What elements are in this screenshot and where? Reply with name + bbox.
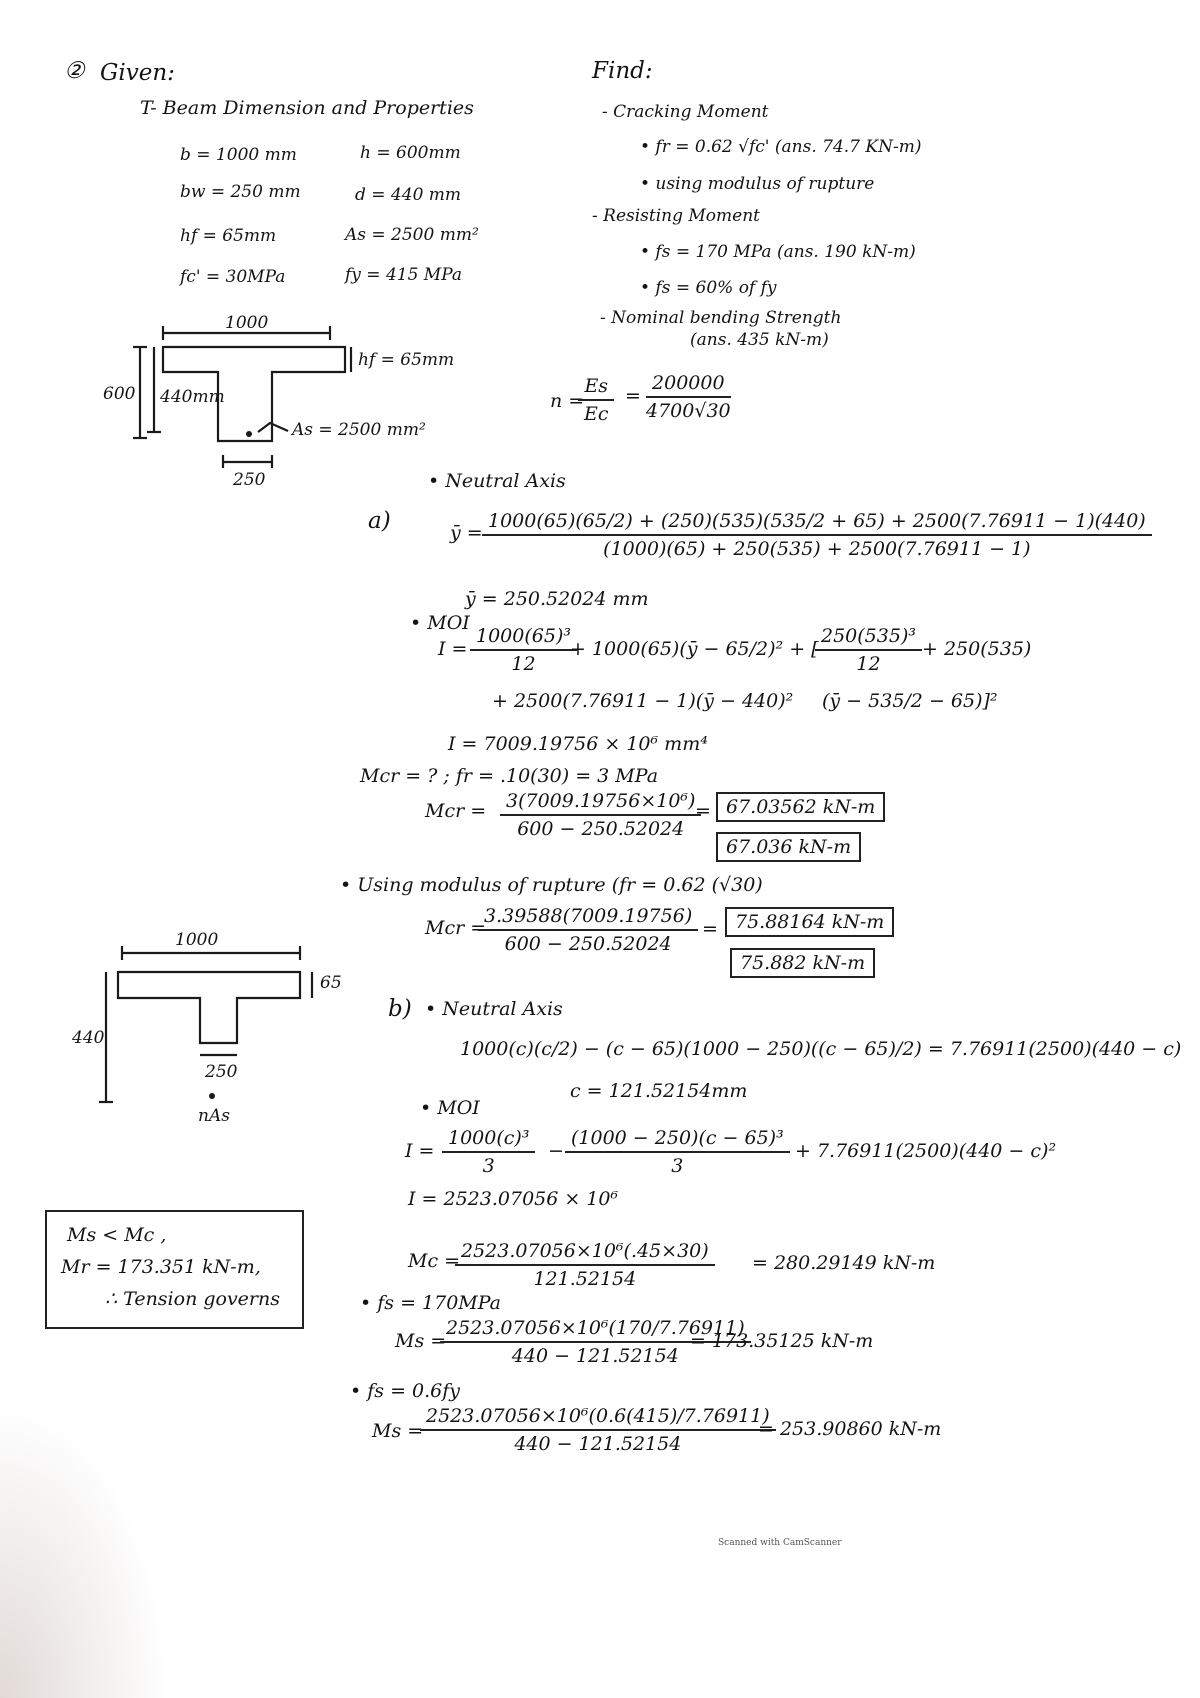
given-hf: hf = 65mm [180, 226, 277, 246]
mcr-fraction [500, 790, 701, 840]
steel-dot-2 [209, 1093, 215, 1099]
c-result: c = 121.52154mm [570, 1080, 748, 1102]
tbeam-section-2 [118, 972, 300, 1043]
I-t1-den: 3 [482, 1155, 495, 1177]
fig1-depth: 440mm [160, 387, 225, 407]
ms2-result: = 253.90860 kN-m [758, 1418, 942, 1440]
ms2-lhs: Ms = [372, 1420, 424, 1442]
conclusion-line1: Ms < Mc , [67, 1224, 167, 1246]
mc-den: 121.52154 [533, 1268, 637, 1290]
mc-num: 2523.07056×10⁶(.45×30) [455, 1240, 715, 1266]
given-fc: fc' = 30MPa [180, 267, 286, 287]
I-t3: + 7.76911(2500)(440 − c)² [795, 1140, 1057, 1162]
mcr-den: 600 − 250.52024 [517, 818, 685, 840]
fig1-web: 250 [233, 470, 266, 490]
ybar-lhs: ȳ = [450, 522, 483, 544]
problem-number: ② [64, 58, 85, 84]
given-h: h = 600mm [360, 143, 461, 163]
moi-label-a: • MOI [410, 612, 470, 634]
ms-lhs: Ms = [395, 1330, 447, 1352]
mr-den: 600 − 250.52024 [504, 933, 672, 955]
given-d: d = 440 mm [355, 185, 462, 205]
I-lhs: I = [405, 1140, 435, 1162]
ms-result: = 173.35125 kN-m [690, 1330, 874, 1352]
mr-lhs: Mcr = [425, 917, 487, 939]
fig1-flange: hf = 65mm [358, 350, 455, 370]
fig1-height: 600 [103, 384, 136, 404]
I-t2-den: 3 [671, 1155, 684, 1177]
fig2-steel: nAs [198, 1106, 230, 1126]
part-b-neutral-axis: • Neutral Axis [425, 998, 563, 1020]
mcr-num: 3(7009.19756×10⁶) [500, 790, 701, 816]
mc-result: = 280.29149 kN-m [752, 1252, 936, 1274]
rupture-line: • Using modulus of rupture (fr = 0.62 (√30) [340, 874, 763, 896]
given-fy: fy = 415 MPa [345, 265, 463, 285]
moi-l2b: (ȳ − 535/2 − 65)]² [822, 690, 998, 712]
fig2-height: 440 [72, 1028, 105, 1048]
mcr-lhs: Mcr = [425, 800, 487, 822]
fig2-web: 250 [205, 1062, 238, 1082]
I-t2-fraction [565, 1127, 790, 1177]
given-as: As = 2500 mm² [345, 225, 479, 245]
fig2-flange: 65 [320, 973, 342, 993]
ms-num: 2523.07056×10⁶(170/7.76911) [440, 1317, 751, 1343]
moi-label-b: • MOI [420, 1097, 480, 1119]
mr-box2: 75.882 kN-m [730, 948, 875, 978]
conclusion-line3: ∴ Tension governs [105, 1288, 280, 1310]
es: Es [578, 375, 614, 401]
mr-box1: 75.88164 kN-m [725, 907, 894, 937]
fs-label: • fs = 170MPa [360, 1292, 502, 1314]
given-title: T- Beam Dimension and Properties [140, 97, 474, 119]
find-item3a: (ans. 435 kN-m) [690, 330, 829, 350]
find-label: Find: [592, 58, 653, 84]
I-t1-fraction [442, 1127, 535, 1177]
n-value-fraction [640, 372, 737, 422]
find-item1a: • fr = 0.62 √fc' (ans. 74.7 KN-m) [640, 137, 922, 157]
ybar-denominator: (1000)(65) + 250(535) + 2500(7.76911 − 1) [603, 538, 1031, 560]
moi-l1c-num: 250(535)³ [815, 625, 922, 651]
mr-num: 3.39588(7009.19756) [478, 905, 698, 931]
mcr-box2: 67.036 kN-m [716, 832, 861, 862]
find-item2a: • fs = 170 MPa (ans. 190 kN-m) [640, 242, 916, 262]
conclusion-line2: Mr = 173.351 kN-m, [61, 1256, 261, 1278]
mcr-box1: 67.03562 kN-m [716, 792, 885, 822]
given-bw: bw = 250 mm [180, 182, 301, 202]
given-b: b = 1000 mm [180, 145, 297, 165]
ybar-fraction [482, 510, 1152, 560]
moi-l1-fraction [470, 625, 577, 675]
find-item1: - Cracking Moment [602, 102, 769, 122]
part-a-label: a) [368, 508, 391, 534]
scanner-watermark: Scanned with CamScanner [718, 1538, 842, 1548]
part-a-neutral-axis: • Neutral Axis [428, 470, 566, 492]
moi-l1d: + 250(535) [922, 638, 1032, 660]
n-eq: = [625, 385, 641, 407]
ms2-fraction [420, 1405, 776, 1455]
find-item2b: • fs = 60% of fy [640, 278, 777, 298]
conclusion-box [45, 1210, 304, 1329]
ybar-numerator: 1000(65)(65/2) + (250)(535)(535/2 + 65) + 2500(7.76911 − 1)(440) [482, 510, 1152, 536]
mcr-line: Mcr = ? ; fr = .10(30) = 3 MPa [360, 765, 659, 787]
fig1-steel: As = 2500 mm² [292, 420, 426, 440]
mr-eq: = [702, 918, 718, 940]
moi-l1b: + 1000(65)(ȳ − 65/2)² + [ [570, 638, 819, 660]
I-minus: − [548, 1140, 564, 1162]
part-b-label: b) [388, 996, 412, 1022]
ms2-num: 2523.07056×10⁶(0.6(415)/7.76911) [420, 1405, 776, 1431]
ybar-result: ȳ = 250.52024 mm [465, 588, 649, 610]
I-result: I = 2523.07056 × 10⁶ [408, 1188, 619, 1210]
find-item3: - Nominal bending Strength [600, 308, 842, 328]
fig1-top-width: 1000 [225, 313, 269, 333]
mr-fraction [478, 905, 698, 955]
ms2-den: 440 − 121.52154 [514, 1433, 682, 1455]
mcr-eq: = [695, 800, 711, 822]
moi-l1a: I = [438, 638, 468, 660]
moi-l1-den: 12 [511, 653, 536, 675]
find-item1b: • using modulus of rupture [640, 174, 875, 194]
moi-l2a: + 2500(7.76911 − 1)(ȳ − 440)² [492, 690, 794, 712]
n-lhs: n = [550, 390, 585, 412]
given-label: Given: [100, 60, 175, 86]
na-equation: 1000(c)(c/2) − (c − 65)(1000 − 250)((c − 65)/2) = 7.76911(2500)(440 − c) [460, 1038, 1182, 1060]
I-t1-num: 1000(c)³ [442, 1127, 535, 1153]
find-item2: - Resisting Moment [592, 206, 760, 226]
moi-result-a: I = 7009.19756 × 10⁶ mm⁴ [448, 733, 708, 755]
moi-l1-num: 1000(65)³ [470, 625, 577, 651]
ec-value: 4700√30 [646, 400, 731, 422]
fs2-label: • fs = 0.6fy [350, 1380, 461, 1402]
steel-dot-1 [246, 431, 252, 437]
I-t2-num: (1000 − 250)(c − 65)³ [565, 1127, 790, 1153]
moi-l1c-den: 12 [856, 653, 881, 675]
ec: Ec [584, 403, 609, 425]
es-ec-fraction [578, 375, 615, 425]
es-value: 200000 [646, 372, 731, 398]
fig2-top-width: 1000 [175, 930, 219, 950]
moi-l1c-fraction [815, 625, 922, 675]
mc-fraction [455, 1240, 715, 1290]
ms-den: 440 − 121.52154 [511, 1345, 679, 1367]
mc-lhs: Mc = [408, 1250, 461, 1272]
